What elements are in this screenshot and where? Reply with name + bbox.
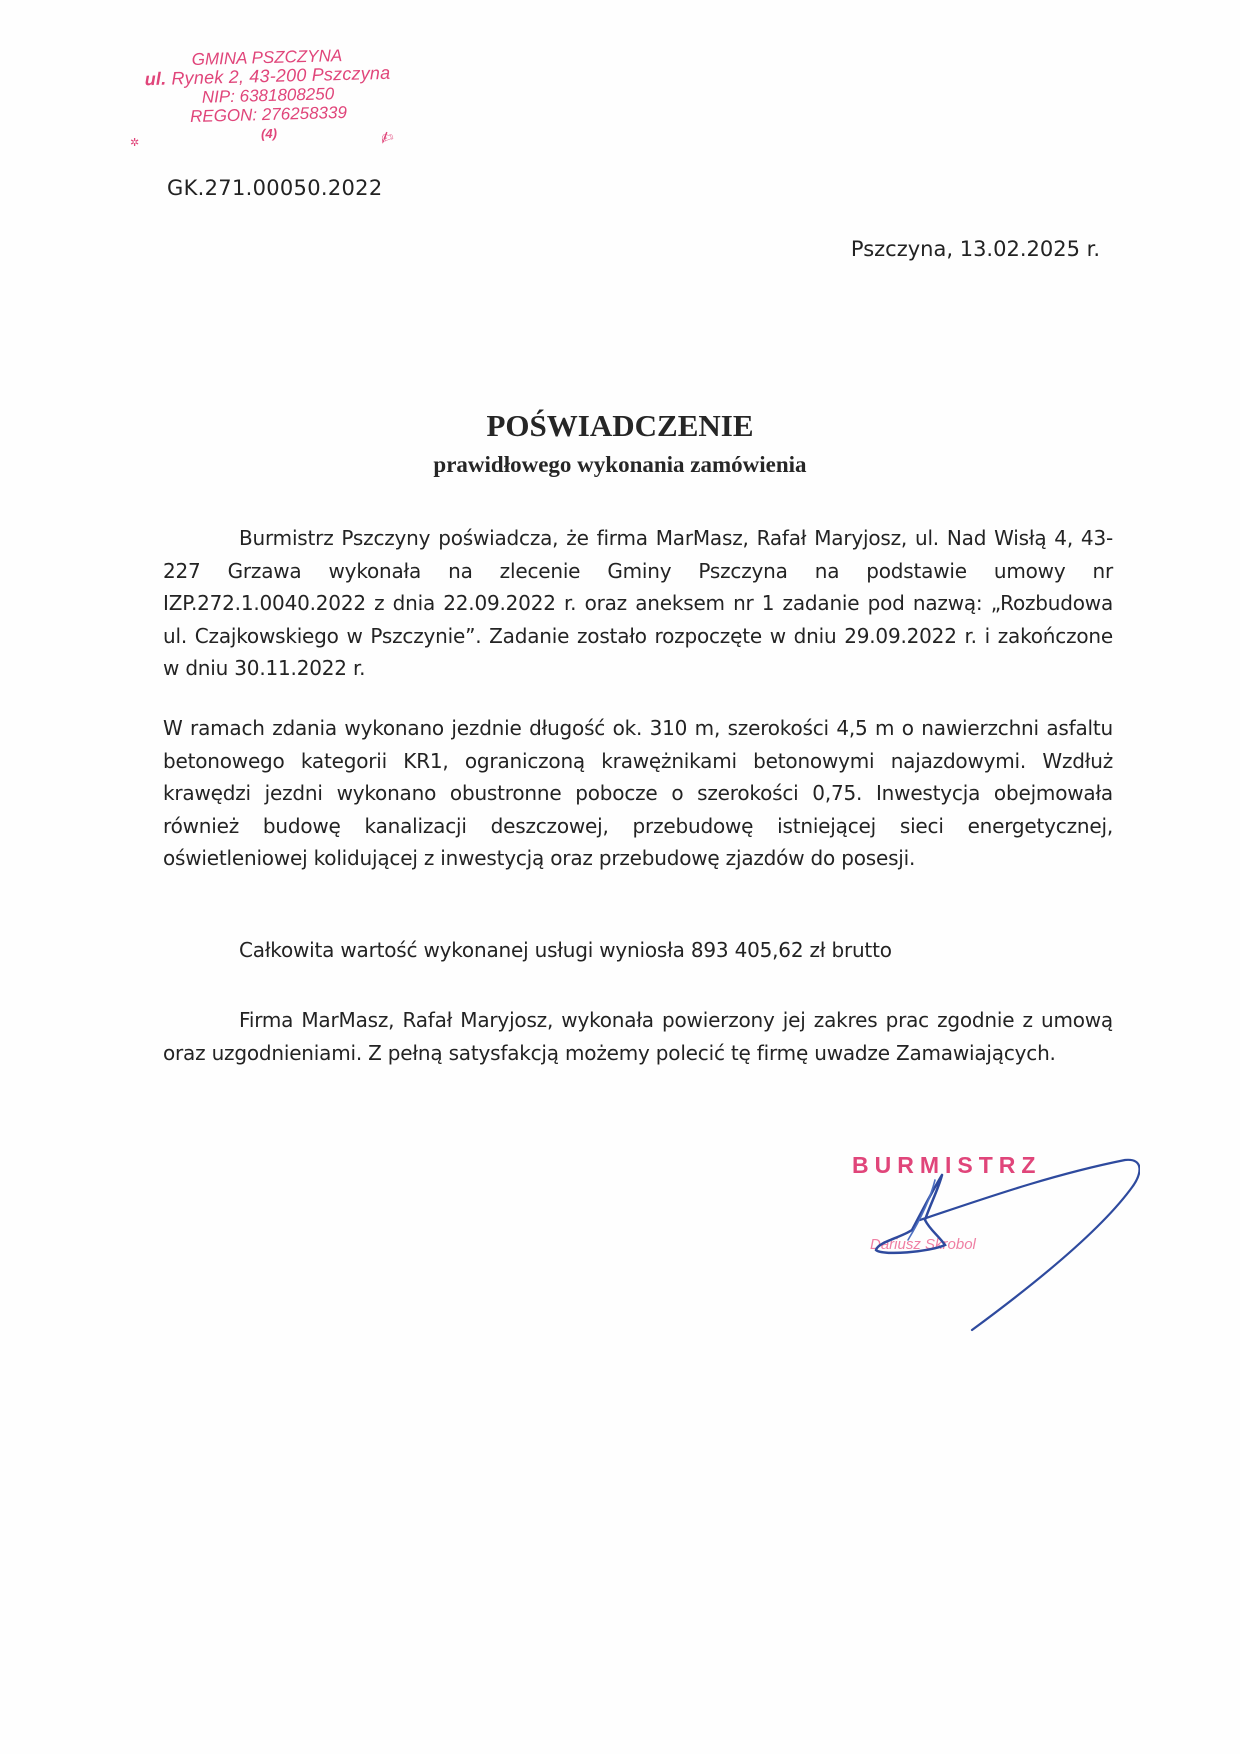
stamp-line-regon: REGON: 276258339 <box>189 102 348 127</box>
stamp-initials-icon: ✍ <box>377 126 397 149</box>
paragraph-recommendation: Firma MarMasz, Rafał Maryjosz, wykonała powierzony jej zakres prac zgodnie z umową oraz uzgodnieniami. Z pełną satysfakcją możemy polecić tę firmę uwadze Zamawiających. <box>163 1008 1113 1065</box>
paragraph-scope: W ramach zdania wykonano jezdnie długość ok. 310 m, szerokości 4,5 m o nawierzchni asfaltu betonowego kategorii KR1, ograniczoną krawężnikami betonowymi najazdowymi. Wzdłuż krawędzi jezdni wykonano obustronne pobocze o szerokości 0,75. Inwestycja obejmowała również budowę kanalizacji deszczowej, przebudowę istniejącej sieci energetycznej, oświetleniowej kolidującej z inwestycją oraz przebudowę zjazdów do posesji. <box>163 716 1113 870</box>
document-title: POŚWIADCZENIE <box>486 408 754 443</box>
paragraph-value: Całkowita wartość wykonanej usługi wyniosła 893 405,62 zł brutto <box>239 938 892 962</box>
document-reference: GK.271.00050.2022 <box>167 176 383 200</box>
paragraph-certification: Burmistrz Pszczyny poświadcza, że firma MarMasz, Rafał Maryjosz, ul. Nad Wisłą 4, 43-227 Grzawa wykonała na zlecenie Gminy Pszczyna na podstawie umowy nr IZP.272.1.0040.2022 z dnia 22.09.2022 r. oraz aneksem nr 1 zadanie pod nazwą: „Rozbudowa ul. Czajkowskiego w Pszczynie”. Zadanie zostało rozpoczęte w dniu 29.09.2022 r. i zakończone w dniu 30.11.2022 r. <box>163 526 1113 680</box>
document-subtitle: prawidłowego wykonania zamówienia <box>433 452 807 477</box>
office-stamp <box>117 44 419 147</box>
stamp-line-office: GMINA PSZCZYNA <box>191 46 343 69</box>
stamp-line-nip: NIP: 6381808250 <box>201 84 335 107</box>
place-and-date: Pszczyna, 13.02.2025 r. <box>850 237 1100 261</box>
stamp-mark-icon: ✲ <box>130 136 140 149</box>
handwritten-signature-icon <box>780 1120 1140 1350</box>
stamp-address-prefix: ul. <box>144 68 167 90</box>
signature-stamp-name: Dariusz Skrobol <box>870 1236 976 1253</box>
stamp-line-number: (4) <box>260 125 278 142</box>
stamp-address: Rynek 2, 43-200 Pszczyna <box>171 62 391 89</box>
signature-stamp-title: BURMISTRZ <box>852 1152 1042 1178</box>
